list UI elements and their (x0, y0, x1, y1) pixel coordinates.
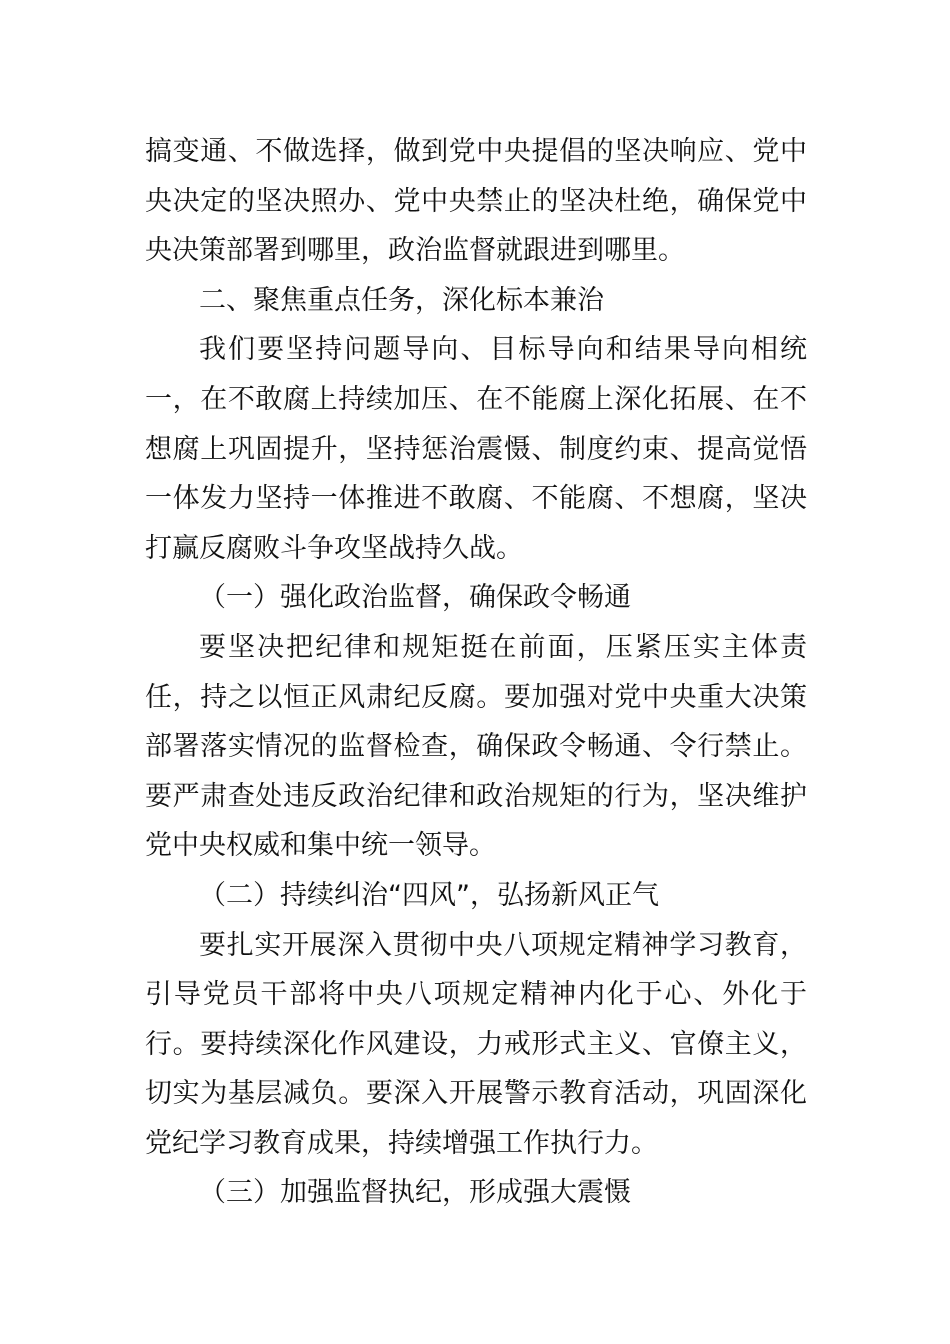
body-paragraph: 要坚决把纪律和规矩挺在前面，压紧压实主体责任，持之以恒正风肃纪反腐。要加强对党中央重大决策部署落实情况的监督检查，确保政令畅通、令行禁止。要严肃查处违反政治纪律和政治规矩的行为，坚决维护党中央权威和集中统一领导。 (145, 631, 807, 862)
document-body (145, 127, 807, 1218)
subsection-heading-3: （三）加强监督执纪，形成强大震慑 (199, 1177, 631, 1209)
body-paragraph: 要扎实开展深入贯彻中央八项规定精神学习教育，引导党员干部将中央八项规定精神内化于心、外化于行。要持续深化作风建设，力戒形式主义、官僚主义，切实为基层减负。要深入开展警示教育活动，巩固深化党纪学习教育成果，持续增强工作执行力。 (145, 929, 807, 1159)
subsection-heading-1: （一）强化政治监督，确保政令畅通 (199, 582, 631, 614)
body-paragraph: 我们要坚持问题导向、目标导向和结果导向相统一，在不敢腐上持续加压、在不能腐上深化拓展、在不想腐上巩固提升，坚持惩治震慑、制度约束、提高觉悟一体发力坚持一体推进不敢腐、不能腐、不想腐，坚决打赢反腐败斗争攻坚战持久战。 (145, 334, 807, 564)
subsection-heading-2: （二）持续纠治“四风”，弘扬新风正气 (199, 879, 659, 911)
section-heading-2: 二、聚焦重点任务，深化标本兼治 (199, 284, 604, 316)
paragraph-continuation: 搞变通、不做选择，做到党中央提倡的坚决响应、党中央决定的坚决照办、党中央禁止的坚决杜绝，确保党中央决策部署到哪里，政治监督就跟进到哪里。 (145, 136, 807, 267)
